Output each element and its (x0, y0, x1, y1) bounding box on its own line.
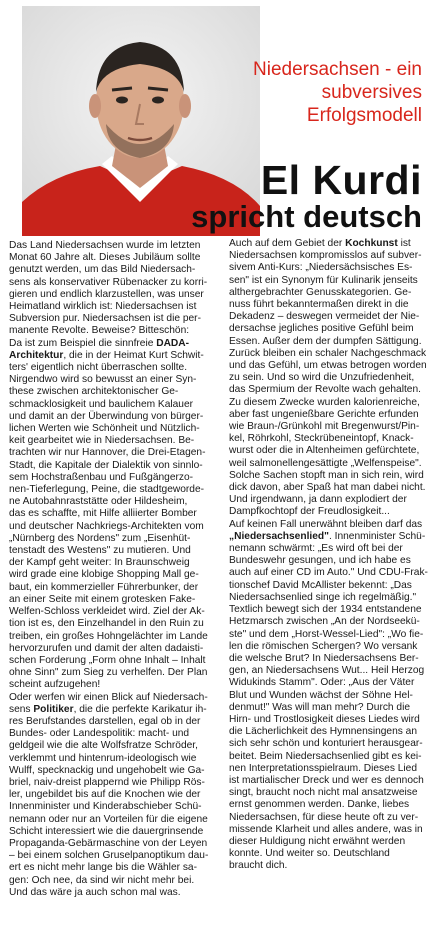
right-text-2: ist Niedersachsen kompromisslos auf subver- sivem Anti-Kurs: „Niedersächsisches Es- sen" ist ein Synonym für Kulinarik jenseits althergebrachter Genusskategorien. Ge- nuss führt bekanntermaßen direkt in die Dekadenz – deswegen vermeidet der Nie- dersachse jegliches positive Gefühl beim Essen. Außer dem der dumpfen Sättigung. Zurück bleiben ein schaler Nachgeschmack und das Gefühl, um etwas betrogen worden zu sein. Und so wird die Unzufriedenheit, das Spermium der Revolte wach gehalten. Zu diesem Zwecke wurden kalorienreiche, aber fast ungenießbare Gerichte erfunden wie Braun-/Grünkohl mit Bregenwurst/Pin- kel, Röhrkohl, Steckrübeneintopf, Knack- wurst oder die in Altenheimen gefürchtete, weil salmonellengesättigte „Welfenspeise". Solche Sachen stopft man in sich rein, wird dick davon, aber Spaß hat man dabei nicht. Und irgendwann, ja dann explodiert der Dampfkochtopf der Freudlosigkeit... Auf keinen Fall unerwähnt bleiben darf das (229, 238, 427, 530)
article-kicker (212, 58, 422, 127)
left-text-3: , die die perfekte Karikatur ih- res Berufstandes darstellen, egal ob in der Bundes- oder Landespolitik: macht- und geldgeil wie die alte Wolfsfratze Schröder, verklemmt und hintenrum-ideologisch wie Wulff, specknackig und ungehobelt wie Ga- briel, naiv-dreist plappernd wie Philipp Rös- ler, ungebildet bis auf die Knochen wie der Innenminister und Kinderabschieber Schü- nemann oder nur an Vorteilen für die eigene Schicht interessiert wie die dauergrinsende Propaganda-Gebärmaschine von der Leyen – bei einem solchen Gruselpanoptikum dau- ert es nicht mehr lange bis die Wähler sa- gen: Och nee, da sind wir nicht mehr bei. Und das wäre ja auch schon mal was. (9, 703, 209, 898)
left-text-1: Das Land Niedersachsen wurde im letzten Monat 60 Jahre alt. Dieses Jubiläum sollte genutzt werden, um das Bild Niedersach- sens als konservativer Rübenacker zu korri- gieren und endlich klarzustellen, was unser Heimatland wirklich ist: Niedersachsen ist Subversion pur. Niedersachsen ist die per- manente Revolte. Beweise? Bitteschön: Da ist zum Beispiel die sinnfreie (9, 240, 208, 349)
kicker-line-2: subversives Erfolgsmodell (306, 82, 422, 126)
left-text-2: , die in der Heimat Kurt Schwit- ters' eigentlich nicht überraschen sollte. Nirgendwo wird so bewusst an einer Syn- these zwischen architektonischer Ge- schmacklosigkeit und baulichem Kalauer und damit an der Überwindung von bürger- lichen Werten wie Schönheit und Nützlich- keit gearbeitet wie in Niedersachsen. Be- trachten wir nur Hannover, die Drei-Etagen- Stadt, die Kapitale der Dialektik von sinnlo- sem Hochstraßenbau und Fußgängerzo- nen-Tieferlegung, Peine, die stadtgeworde- ne Autobahnraststätte oder Hildesheim, das es schaffte, mit Hilfe alliierter Bomber und deutscher Nachkriegs-Architekten vom „Nürnberg des Nordens" zum „Eisenhüt- tenstadt des Westens" zu mutieren. Und der Kampf geht weiter: In Braunschweig wird grade eine klobige Shopping Mall ge- baut, ein kommerzieller Führerbunker, der an einer Seite mit einem grotesken Fake- Welfen-Schloss verkleidet wird. Ziel der Ak- tion ist es, den Einzelhandel in den Ruin zu treiben, ein großes Hohngelächter im Lande hervorzurufen und damit der alten dadaisti- schen Forderung „Form ohne Inhalt – Inhalt ohne Sinn" zum Sieg zu verhelfen. Der Plan scheint aufzugehen! Oder werfen wir einen Blick auf Niedersach- sens (9, 349, 208, 715)
emphasis-niedersachsenlied: „Niedersachsenlied" (229, 530, 329, 542)
column-right-text (229, 238, 431, 873)
article-column-left (9, 240, 211, 899)
headline-line-1: El Kurdi (260, 157, 422, 203)
right-text-3: . Innenminister Schü- nemann schwärmt: „Es wird oft bei der Bundeswehr gesungen, und ich habe es auch auf einer CD im Auto." Und CDU-Frak- tionschef David McAllister bekennt: „Das Niedersachsenlied singe ich regelmäßig." Textlich bewegt sich der 1934 entstandene Hetzmarsch zwischen „An der Nordseekü- ste" und dem „Horst-Wessel-Lied": „Wo fie- len die römischen Schergen? Wo versank die welsche Brut? In Niedersachsens Ber- gen, an Niedersachsens Wut... Heil Herzog Widukinds Stamm". Oder: „Aus der Väter Blut und Wunden wächst der Söhne Hel- denmut!" Was will man mehr? Durch die Hirn- und Trostlosigkeit dieses Liedes wird die Lächerlichkeit des Hymnensingens an sich sehr schön und konturiert herausgear- beitet. Beim Niedersachsenlied gibt es kei- nen Interpretationsspielraum. Dieses Lied ist martialischer Dreck und wer es dennoch singt, braucht noch nicht mal ansatzweise ernst genommen werden. Danke, liebes Niedersachsen, für diese heute oft zu ver- missende Klarheit und alles andere, was in dieser Huldigung nicht erwähnt werden konnte. Und weiter so. Deutschland braucht dich. (229, 530, 428, 872)
right-text-1: Auch auf dem Gebiet der (229, 238, 346, 249)
column-left-text (9, 240, 211, 899)
emphasis-dada-architektur: DADA- Architektur (9, 337, 190, 361)
kicker-line-1: Niedersachsen - ein (253, 59, 422, 80)
emphasis-kochkunst: Kochkunst (345, 238, 398, 249)
headline-line-2: spricht deutsch (191, 199, 422, 234)
article-column-right (229, 238, 431, 873)
article-headline (182, 157, 422, 234)
emphasis-politiker: Politiker (33, 703, 74, 715)
